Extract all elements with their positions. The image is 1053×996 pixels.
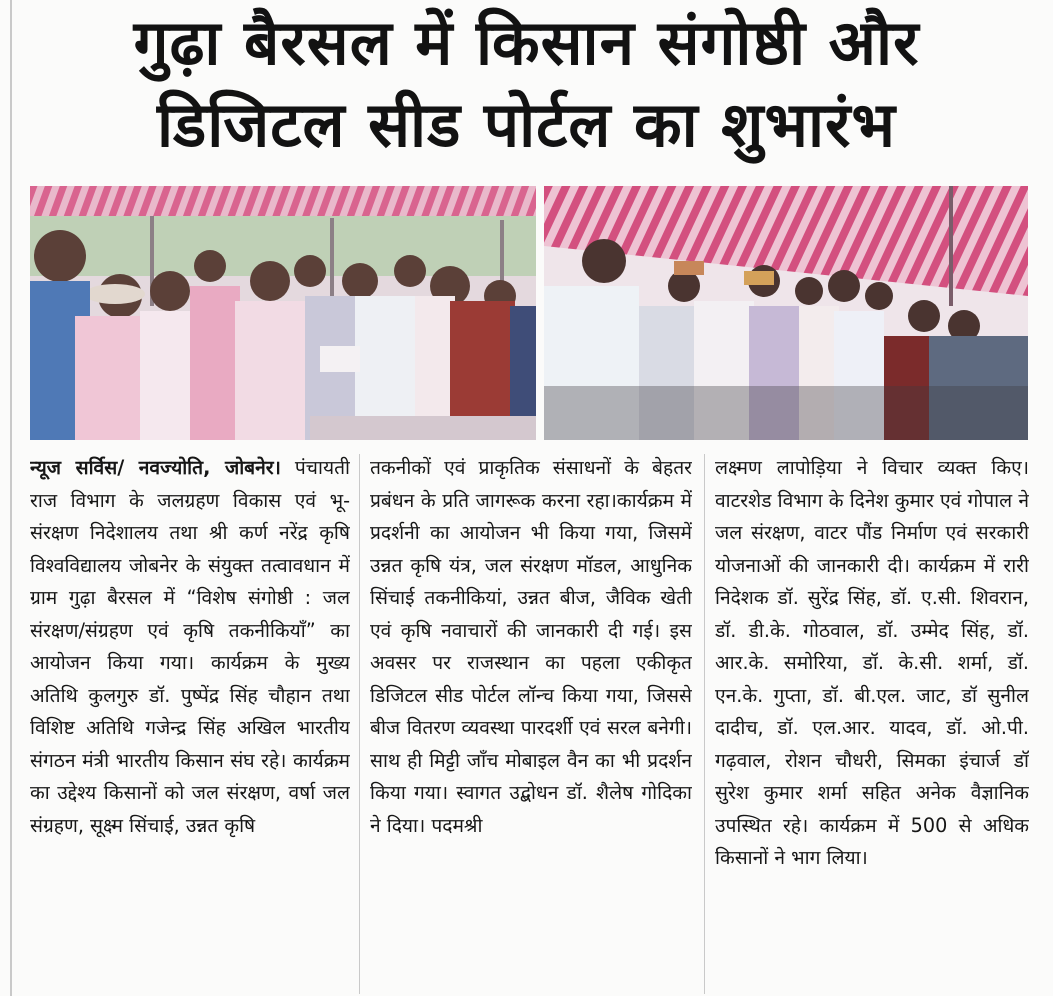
photo-exhibition-visit-image [30,186,536,440]
article-column-2 [370,452,692,996]
left-border-rule [10,0,12,996]
column-divider-2 [704,454,705,994]
photo-exhibition-visit [30,186,536,440]
headline [20,2,1033,166]
headline-line-1: गुढ़ा बैरसल में किसान संगोष्ठी और [133,6,920,79]
article-column-2-text: तकनीकों एवं प्राकृतिक संसाधनों के बेहतर प्रबंधन के प्रति जागरूक करना रहा।कार्यक्रम में प्रदर्शनी का आयोजन भी किया गया, जिसमें उन्नत कृषि यंत्र, जल संरक्षण मॉडल, आधुनिक सिंचाई तकनीकियां, उन्नत बीज, जैविक खेती एवं कृषि नवाचारों की जानकारी दी गई। इस अवसर पर राजस्थान का पहला एकीकृत डिजिटल सीड पोर्टल लॉन्च किया गया, जिससे बीज वितरण व्यवस्था पारदर्शी एवं सरल बनेगी। साथ ही मिट्टी जाँच मोबाइल वैन का भी प्रदर्शन किया गया। स्वागत उद्बोधन डॉ. शैलेष गोदिका ने दिया। पदमश्री [370,456,692,837]
headline-line-2: डिजिटल सीड पोर्टल का शुभारंभ [156,88,897,161]
article-column-3 [715,452,1029,996]
article-column-1-text: पंचायती राज विभाग के जलग्रहण विकास एवं भू-संरक्षण निदेशालय तथा श्री कर्ण नरेंद्र कृषि विश्वविद्यालय जोबनेर के संयुक्त तत्वावधान में ग्राम गुढ़ा बैरसल में “विशेष संगोष्ठी : जल संरक्षण/संग्रहण एवं कृषि तकनीकियाँ” का आयोजन किया गया। कार्यक्रम के मुख्य अतिथि कुलगुरु डॉ. पुष्पेंद्र सिंह चौहान तथा विशिष्ट अतिथि गजेन्द्र सिंह अखिल भारतीय संगठन मंत्री भारतीय किसान संघ रहे। कार्यक्रम का उद्देश्य किसानों को जल संरक्षण, वर्षा जल संग्रहण, सूक्ष्म सिंचाई, उन्नत कृषि [30,456,350,837]
photo-portal-launch [544,186,1028,440]
byline: न्यूज सर्विस/ नवज्योति, जोबनेर। [30,456,281,479]
photo-portal-launch-image [544,186,1028,440]
article-column-1 [30,452,350,996]
column-divider-1 [359,454,360,994]
article-column-3-text: लक्ष्मण लापोड़िया ने विचार व्यक्त किए। वाटरशेड विभाग के दिनेश कुमार एवं गोपाल ने जल संरक्षण, वाटर पौंड निर्माण एवं सरकारी योजनाओं की जानकारी दी। कार्यक्रम में रारी निदेशक डॉ. सुरेंद्र सिंह, डॉ. ए.सी. शिवरान, डॉ. डी.के. गोठवाल, डॉ. उम्मेद सिंह, डॉ. आर.के. समोरिया, डॉ. के.सी. शर्मा, डॉ. एन.के. गुप्ता, डॉ. बी.एल. जाट, डॉ सुनील दादीच, डॉ. एल.आर. यादव, डॉ. ओ.पी. गढ़वाल, रोशन चौधरी, सिमका इंचार्ज डॉ सुरेश कुमार शर्मा सहित अनेक वैज्ञानिक उपस्थित रहे। कार्यक्रम में 500 से अधिक किसानों ने भाग लिया। [715,456,1029,869]
